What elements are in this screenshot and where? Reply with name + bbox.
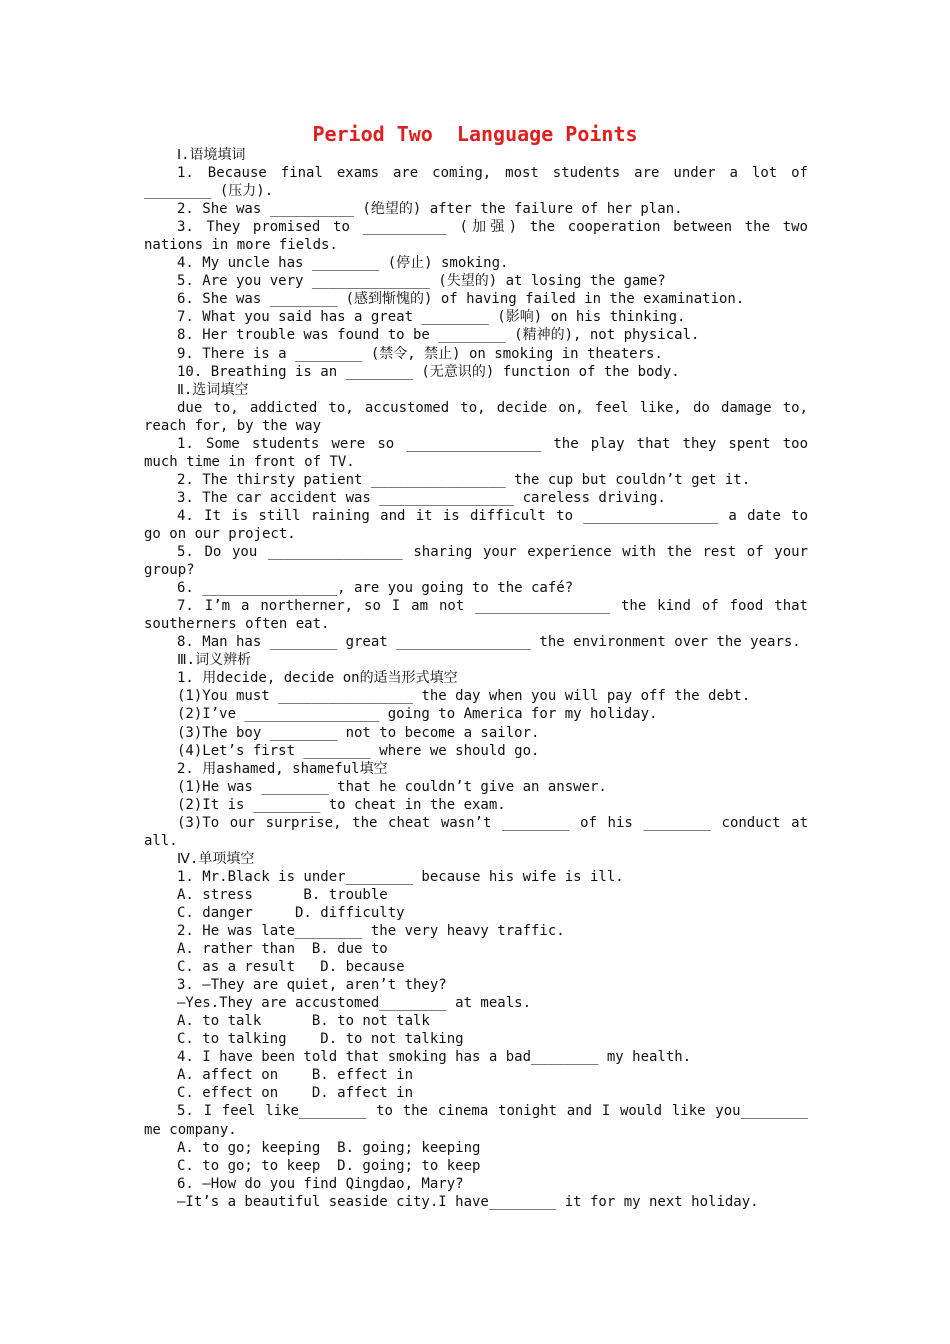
text-line: Ⅰ.语境填词 [177,147,246,163]
text-line: A. affect on B. effect in [177,1067,414,1084]
text-line: 7. I’m a northerner, so I am not ________________ the kind of food that southerners often eat. [144,598,808,633]
text-line: 1. 用decide, decide on的适当形式填空 [177,670,458,687]
text-line: C. danger D. difficulty [177,904,405,921]
text-line: (3)The boy ________ not to become a sailor. [177,724,540,741]
text-line: 6. —How do you find Qingdao, Mary? [177,1175,464,1192]
text-line: Ⅲ.词义辨析 [177,652,252,669]
text-line: 2. The thirsty patient ________________ the cup but couldn’t get it. [177,471,751,488]
text-line: C. to talking D. to not talking [177,1031,464,1048]
text-line: A. stress B. trouble [177,886,388,903]
text-line: 8. Her trouble was found to be ________ (精神的), not physical. [177,327,700,344]
text-line: 3. They promised to __________ (加强) the cooperation between the two nations in more fields. [144,219,808,254]
text-line: (3)To our surprise, the cheat wasn’t ________ of his ________ conduct at all. [144,814,808,849]
text-line: C. as a result D. because [177,959,405,976]
text-line: (1)You must ________________ the day when you will pay off the debt. [177,688,751,705]
text-line: A. rather than B. due to [177,941,388,958]
text-line: (2)I’ve ________________ going to America for my holiday. [177,706,658,723]
text-line: due to, addicted to, accustomed to, decide on, feel like, do damage to, reach for, by the way [144,399,808,434]
text-line: 8. Man has ________ great ________________ the environment over the years. [177,634,801,651]
text-line: A. to go; keeping B. going; keeping [177,1139,481,1156]
text-line: C. effect on D. affect in [177,1085,414,1102]
text-line: —Yes.They are accustomed________ at meals. [177,995,532,1012]
text-line: 4. My uncle has ________ (停止) smoking. [177,255,509,272]
text-line: —It’s a beautiful seaside city.I have________ it for my next holiday. [177,1193,759,1210]
text-line: 2. She was __________ (绝望的) after the failure of her plan. [177,201,683,218]
text-line: 7. What you said has a great ________ (影响) on his thinking. [177,309,686,326]
text-line: 2. 用ashamed, shameful填空 [177,760,388,777]
text-line: 1. Mr.Black is under________ because his wife is ill. [177,868,624,885]
text-line: 9. There is a ________ (禁令, 禁止) on smoking in theaters. [177,345,663,362]
text-line: 2. He was late________ the very heavy traffic. [177,923,565,940]
text-line: 5. Do you ________________ sharing your experience with the rest of your group? [144,544,808,579]
text-line: 3. The car accident was ________________ careless driving. [177,489,666,506]
text-line: Ⅱ.选词填空 [177,381,249,398]
text-line: 4. I have been told that smoking has a bad________ my health. [177,1049,692,1066]
text-line: 6. She was ________ (感到惭愧的) of having failed in the examination. [177,291,745,308]
page-title: Period Two Language Points [312,122,638,146]
worksheet-body [144,146,808,1211]
text-line: 10. Breathing is an ________ (无意识的) function of the body. [177,363,680,380]
text-line: 6. ________________, are you going to the café? [177,580,574,597]
text-line: 5. I feel like________ to the cinema tonight and I would like you________ me company. [144,1103,808,1138]
text-line: 1. Because final exams are coming, most students are under a lot of ________ (压力). [144,165,808,200]
text-line: 4. It is still raining and it is difficult to ________________ a date to go on our project. [144,507,808,542]
text-line: (1)He was ________ that he couldn’t give an answer. [177,778,607,795]
text-line: 3. —They are quiet, aren’t they? [177,977,447,994]
text-line: 1. Some students were so ________________ the play that they spent too much time in front of TV. [144,435,808,470]
text-line: C. to go; to keep D. going; to keep [177,1157,481,1174]
text-line: (2)It is ________ to cheat in the exam. [177,796,506,813]
text-line: A. to talk B. to not talk [177,1013,430,1030]
text-line: 5. Are you very ______________ (失望的) at losing the game? [177,273,666,290]
text-line: (4)Let’s first ________ where we should go. [177,742,540,759]
text-line: Ⅳ.单项填空 [177,850,255,867]
